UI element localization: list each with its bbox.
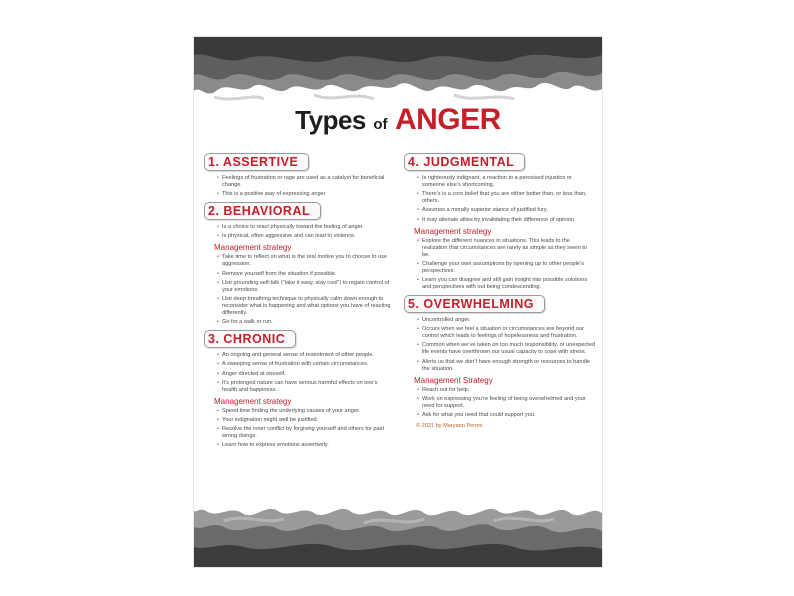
list-item: • This is a positive way of expressing anger xyxy=(217,191,394,198)
right-column xyxy=(404,153,596,429)
list-item: • Use deep breathing technique to physically calm down enough to reconsider what is happening and what options you have of reacting differently. xyxy=(217,296,394,317)
list-item: • Resolve the inner conflict by forgiving yourself and others for past wrong doings. xyxy=(217,426,394,440)
list-item: • Alerts us that we don’t have enough strength or resources to handle the situation. xyxy=(417,359,596,373)
section-judgmental xyxy=(404,153,596,291)
list-item: • Challenge your own assumptions by opening up to other people’s perspectives. xyxy=(417,261,596,275)
list-item: • Use grounding self-talk (“take it easy, stay cool”) to regain control of your emotions. xyxy=(217,280,394,294)
heading-assertive: 1. ASSERTIVE xyxy=(204,153,309,171)
list-item: • A sweeping sense of frustration with certain circumstances. xyxy=(217,361,394,368)
top-smoke-border xyxy=(194,37,602,109)
list-item: • Remove yourself from the situation if possible. xyxy=(217,271,394,278)
behavioral-strategy-title: Management strategy xyxy=(214,243,292,253)
section-overwhelming xyxy=(404,295,596,419)
chronic-list xyxy=(204,352,394,394)
left-column xyxy=(204,153,394,453)
bottom-smoke-border xyxy=(194,491,602,567)
judgmental-strategy-list xyxy=(404,238,596,291)
list-item: • Work on expressing you’re feeling of being overwhelmed and your need for support. xyxy=(417,396,596,410)
copyright-note: © 2021 by Maryann Perrini xyxy=(416,422,483,429)
title-anger: ANGER xyxy=(394,103,501,136)
list-item: • There’s is a core belief that you are either better than, or less than, others. xyxy=(417,191,596,205)
list-item: • Learn how to express emotions assertively. xyxy=(217,442,394,449)
judgmental-strategy-title: Management strategy xyxy=(414,226,492,236)
title-types: Types xyxy=(295,105,366,135)
overwhelming-list xyxy=(404,317,596,373)
list-item: • Uncontrolled anger. xyxy=(417,317,596,324)
list-item: • Spend time finding the underlying causes of your anger. xyxy=(217,408,394,415)
list-item: • Feelings of frustration or rage are used as a catalyst for beneficial change. xyxy=(217,175,394,189)
list-item: • It’s prolonged nature can have serious harmful effects on one’s health and happiness. xyxy=(217,380,394,394)
title-of: of xyxy=(373,116,388,133)
heading-overwhelming: 5. OVERWHELMING xyxy=(404,295,545,313)
chronic-strategy-list xyxy=(204,408,394,450)
list-item: • Occurs when we feel a situation or circumstances are beyond our control which leads to feelings of hopelessness and frustration. xyxy=(417,326,596,340)
behavioral-strategy-list xyxy=(204,254,394,326)
list-item: • It may alienate allies by invalidating their difference of opinion. xyxy=(417,217,596,224)
list-item: • Is a choice to react physically toward the feeling of anger. xyxy=(217,224,394,231)
heading-chronic: 3. CHRONIC xyxy=(204,330,296,348)
list-item: • Go for a walk or run. xyxy=(217,319,394,326)
section-assertive xyxy=(204,153,394,198)
chronic-strategy-title: Management strategy xyxy=(214,396,292,406)
list-item: • Ask for what you need that could support you. xyxy=(417,412,596,419)
heading-behavioral: 2. BEHAVIORAL xyxy=(204,202,321,220)
list-item: • An ongoing and general sense of resentment of other people. xyxy=(217,352,394,359)
list-item: • Reach out for help. xyxy=(417,387,596,394)
list-item: • Anger directed at oneself. xyxy=(217,371,394,378)
behavioral-list xyxy=(204,224,394,240)
page-title xyxy=(194,103,602,137)
list-item: • Learn you can disagree and still gain insight into possible solutions and perspectives with out being condescending. xyxy=(417,277,596,291)
assertive-list xyxy=(204,175,394,198)
poster-sheet xyxy=(194,37,602,567)
list-item: • Explore the different nuances in situations. This leads to the realization that circumstances are rarely as simple as they seem to be. xyxy=(417,238,596,259)
section-behavioral xyxy=(204,202,394,326)
list-item: • Your indignation might well be justified. xyxy=(217,417,394,424)
list-item: • Take time to reflect on what is the real motive you to choose to use aggression. xyxy=(217,254,394,268)
judgmental-list xyxy=(404,175,596,224)
list-item: • Common when we’ve taken on too much responsibility, or unexpected life events have overthrown our usual capacity to cope with stress. xyxy=(417,342,596,356)
list-item: • Is physical, often aggressive and can lead to violence. xyxy=(217,233,394,240)
overwhelming-strategy-list xyxy=(404,387,596,419)
overwhelming-strategy-title: Management Strategy xyxy=(414,375,493,385)
list-item: • Is righteously indignant, a reaction to a perceived injustice or someone else’s shortcoming. xyxy=(417,175,596,189)
section-chronic xyxy=(204,330,394,449)
list-item: • Assumes a morally superior stance of justified fury. xyxy=(417,207,596,214)
heading-judgmental: 4. JUDGMENTAL xyxy=(404,153,525,171)
